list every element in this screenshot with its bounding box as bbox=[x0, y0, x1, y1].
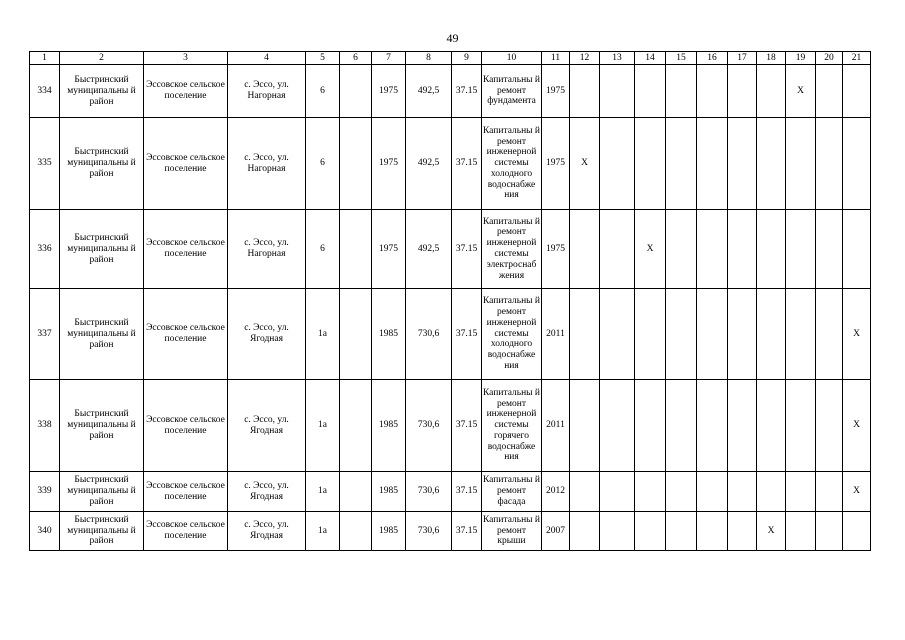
mark-cell bbox=[757, 289, 786, 380]
table-row bbox=[30, 472, 871, 512]
house-cell: 6 bbox=[306, 65, 340, 118]
mark-cell bbox=[666, 210, 697, 289]
district-cell: Быстринский муниципальны й район bbox=[60, 118, 144, 210]
settlement-cell: Эссовское сельское поселение bbox=[144, 380, 228, 472]
work-cell: Капитальны й ремонт инженерной системы холодного водоснабже ния bbox=[482, 118, 542, 210]
column-header: 1 bbox=[30, 52, 60, 65]
row-number: 335 bbox=[30, 118, 60, 210]
column-header: 21 bbox=[843, 52, 871, 65]
mark-cell bbox=[728, 380, 757, 472]
cell-col9: 37.15 bbox=[452, 380, 482, 472]
district-cell: Быстринский муниципальны й район bbox=[60, 289, 144, 380]
mark-cell bbox=[786, 472, 816, 512]
cell-col11: 1975 bbox=[542, 210, 570, 289]
mark-cell bbox=[816, 380, 843, 472]
area-cell: 730,6 bbox=[406, 472, 452, 512]
mark-cell bbox=[635, 289, 666, 380]
year-cell: 1975 bbox=[372, 118, 406, 210]
mark-cell bbox=[570, 289, 600, 380]
mark-cell bbox=[666, 380, 697, 472]
address-cell: с. Эссо, ул. Ягодная bbox=[228, 512, 306, 551]
mark-cell bbox=[786, 210, 816, 289]
mark-cell bbox=[786, 380, 816, 472]
mark-cell bbox=[600, 380, 635, 472]
column-header: 10 bbox=[482, 52, 542, 65]
cell-col11: 2012 bbox=[542, 472, 570, 512]
address-cell: с. Эссо, ул. Нагорная bbox=[228, 118, 306, 210]
table-row bbox=[30, 512, 871, 551]
mark-cell bbox=[570, 65, 600, 118]
mark-cell: X bbox=[757, 512, 786, 551]
mark-cell bbox=[635, 380, 666, 472]
house-cell: 6 bbox=[306, 118, 340, 210]
mark-cell bbox=[666, 118, 697, 210]
mark-cell bbox=[635, 472, 666, 512]
mark-cell bbox=[757, 472, 786, 512]
table-row bbox=[30, 210, 871, 289]
mark-cell: X bbox=[843, 289, 871, 380]
column-header: 5 bbox=[306, 52, 340, 65]
mark-cell bbox=[843, 512, 871, 551]
column-header: 13 bbox=[600, 52, 635, 65]
settlement-cell: Эссовское сельское поселение bbox=[144, 210, 228, 289]
mark-cell: X bbox=[843, 472, 871, 512]
column-header: 16 bbox=[697, 52, 728, 65]
mark-cell bbox=[757, 65, 786, 118]
year-cell: 1985 bbox=[372, 289, 406, 380]
district-cell: Быстринский муниципальны й район bbox=[60, 380, 144, 472]
row-number: 334 bbox=[30, 65, 60, 118]
mark-cell bbox=[843, 210, 871, 289]
address-cell: с. Эссо, ул. Ягодная bbox=[228, 472, 306, 512]
cell-col9: 37.15 bbox=[452, 512, 482, 551]
settlement-cell: Эссовское сельское поселение bbox=[144, 472, 228, 512]
cell-col6 bbox=[340, 512, 372, 551]
year-cell: 1985 bbox=[372, 512, 406, 551]
cell-col11: 2007 bbox=[542, 512, 570, 551]
mark-cell bbox=[728, 118, 757, 210]
column-header: 14 bbox=[635, 52, 666, 65]
mark-cell bbox=[697, 380, 728, 472]
work-cell: Капитальны й ремонт фундамента bbox=[482, 65, 542, 118]
register-table bbox=[29, 51, 871, 551]
mark-cell bbox=[570, 210, 600, 289]
column-header: 17 bbox=[728, 52, 757, 65]
page-number: 49 bbox=[446, 31, 459, 45]
settlement-cell: Эссовское сельское поселение bbox=[144, 65, 228, 118]
mark-cell bbox=[816, 289, 843, 380]
column-header: 4 bbox=[228, 52, 306, 65]
row-number: 336 bbox=[30, 210, 60, 289]
cell-col6 bbox=[340, 210, 372, 289]
mark-cell bbox=[570, 472, 600, 512]
mark-cell: X bbox=[570, 118, 600, 210]
year-cell: 1985 bbox=[372, 380, 406, 472]
mark-cell bbox=[600, 210, 635, 289]
area-cell: 730,6 bbox=[406, 512, 452, 551]
district-cell: Быстринский муниципальны й район bbox=[60, 210, 144, 289]
column-header: 11 bbox=[542, 52, 570, 65]
house-cell: 1а bbox=[306, 512, 340, 551]
settlement-cell: Эссовское сельское поселение bbox=[144, 118, 228, 210]
cell-col9: 37.15 bbox=[452, 118, 482, 210]
mark-cell bbox=[816, 512, 843, 551]
row-number: 338 bbox=[30, 380, 60, 472]
area-cell: 730,6 bbox=[406, 380, 452, 472]
column-header: 9 bbox=[452, 52, 482, 65]
column-header: 19 bbox=[786, 52, 816, 65]
work-cell: Капитальны й ремонт инженерной системы электроснаб жения bbox=[482, 210, 542, 289]
table-row bbox=[30, 118, 871, 210]
address-cell: с. Эссо, ул. Ягодная bbox=[228, 380, 306, 472]
year-cell: 1975 bbox=[372, 210, 406, 289]
mark-cell bbox=[635, 512, 666, 551]
mark-cell bbox=[600, 512, 635, 551]
mark-cell bbox=[728, 512, 757, 551]
house-cell: 1а bbox=[306, 380, 340, 472]
mark-cell bbox=[816, 210, 843, 289]
area-cell: 492,5 bbox=[406, 65, 452, 118]
mark-cell: X bbox=[635, 210, 666, 289]
cell-col6 bbox=[340, 289, 372, 380]
mark-cell bbox=[635, 118, 666, 210]
mark-cell bbox=[697, 210, 728, 289]
district-cell: Быстринский муниципальны й район bbox=[60, 65, 144, 118]
settlement-cell: Эссовское сельское поселение bbox=[144, 289, 228, 380]
cell-col6 bbox=[340, 118, 372, 210]
mark-cell bbox=[600, 118, 635, 210]
district-cell: Быстринский муниципальны й район bbox=[60, 472, 144, 512]
mark-cell bbox=[697, 512, 728, 551]
mark-cell bbox=[600, 289, 635, 380]
mark-cell bbox=[697, 472, 728, 512]
mark-cell bbox=[600, 472, 635, 512]
address-cell: с. Эссо, ул. Ягодная bbox=[228, 289, 306, 380]
cell-col11: 1975 bbox=[542, 118, 570, 210]
address-cell: с. Эссо, ул. Нагорная bbox=[228, 210, 306, 289]
row-number: 340 bbox=[30, 512, 60, 551]
mark-cell bbox=[816, 118, 843, 210]
area-cell: 492,5 bbox=[406, 210, 452, 289]
year-cell: 1975 bbox=[372, 65, 406, 118]
mark-cell bbox=[697, 118, 728, 210]
cell-col9: 37.15 bbox=[452, 289, 482, 380]
mark-cell bbox=[666, 512, 697, 551]
cell-col9: 37.15 bbox=[452, 65, 482, 118]
mark-cell bbox=[786, 512, 816, 551]
cell-col9: 37.15 bbox=[452, 210, 482, 289]
work-cell: Капитальны й ремонт инженерной системы холодного водоснабже ния bbox=[482, 289, 542, 380]
mark-cell bbox=[728, 65, 757, 118]
house-cell: 1а bbox=[306, 472, 340, 512]
work-cell: Капитальны й ремонт инженерной системы горячего водоснабже ния bbox=[482, 380, 542, 472]
mark-cell bbox=[843, 65, 871, 118]
cell-col6 bbox=[340, 65, 372, 118]
area-cell: 730,6 bbox=[406, 289, 452, 380]
column-header: 3 bbox=[144, 52, 228, 65]
house-cell: 1а bbox=[306, 289, 340, 380]
mark-cell bbox=[816, 65, 843, 118]
year-cell: 1985 bbox=[372, 472, 406, 512]
address-cell: с. Эссо, ул. Нагорная bbox=[228, 65, 306, 118]
mark-cell bbox=[728, 210, 757, 289]
row-number: 337 bbox=[30, 289, 60, 380]
work-cell: Капитальны й ремонт фасада bbox=[482, 472, 542, 512]
district-cell: Быстринский муниципальны й район bbox=[60, 512, 144, 551]
mark-cell bbox=[728, 289, 757, 380]
table-row bbox=[30, 65, 871, 118]
cell-col11: 2011 bbox=[542, 380, 570, 472]
header-row bbox=[30, 52, 871, 65]
mark-cell bbox=[635, 65, 666, 118]
mark-cell bbox=[697, 65, 728, 118]
column-header: 2 bbox=[60, 52, 144, 65]
cell-col11: 2011 bbox=[542, 289, 570, 380]
column-header: 7 bbox=[372, 52, 406, 65]
row-number: 339 bbox=[30, 472, 60, 512]
table-row bbox=[30, 380, 871, 472]
mark-cell bbox=[666, 65, 697, 118]
cell-col11: 1975 bbox=[542, 65, 570, 118]
mark-cell bbox=[843, 118, 871, 210]
column-header: 15 bbox=[666, 52, 697, 65]
mark-cell bbox=[816, 472, 843, 512]
mark-cell bbox=[666, 472, 697, 512]
column-header: 12 bbox=[570, 52, 600, 65]
area-cell: 492,5 bbox=[406, 118, 452, 210]
column-header: 8 bbox=[406, 52, 452, 65]
work-cell: Капитальны й ремонт крыши bbox=[482, 512, 542, 551]
column-header: 20 bbox=[816, 52, 843, 65]
cell-col6 bbox=[340, 380, 372, 472]
mark-cell bbox=[786, 289, 816, 380]
mark-cell bbox=[757, 380, 786, 472]
mark-cell bbox=[757, 210, 786, 289]
settlement-cell: Эссовское сельское поселение bbox=[144, 512, 228, 551]
table-row bbox=[30, 289, 871, 380]
mark-cell bbox=[728, 472, 757, 512]
column-header: 6 bbox=[340, 52, 372, 65]
cell-col9: 37.15 bbox=[452, 472, 482, 512]
house-cell: 6 bbox=[306, 210, 340, 289]
mark-cell bbox=[697, 289, 728, 380]
column-header: 18 bbox=[757, 52, 786, 65]
mark-cell bbox=[666, 289, 697, 380]
mark-cell: X bbox=[786, 65, 816, 118]
cell-col6 bbox=[340, 472, 372, 512]
mark-cell: X bbox=[843, 380, 871, 472]
mark-cell bbox=[757, 118, 786, 210]
mark-cell bbox=[570, 512, 600, 551]
mark-cell bbox=[600, 65, 635, 118]
mark-cell bbox=[570, 380, 600, 472]
mark-cell bbox=[786, 118, 816, 210]
